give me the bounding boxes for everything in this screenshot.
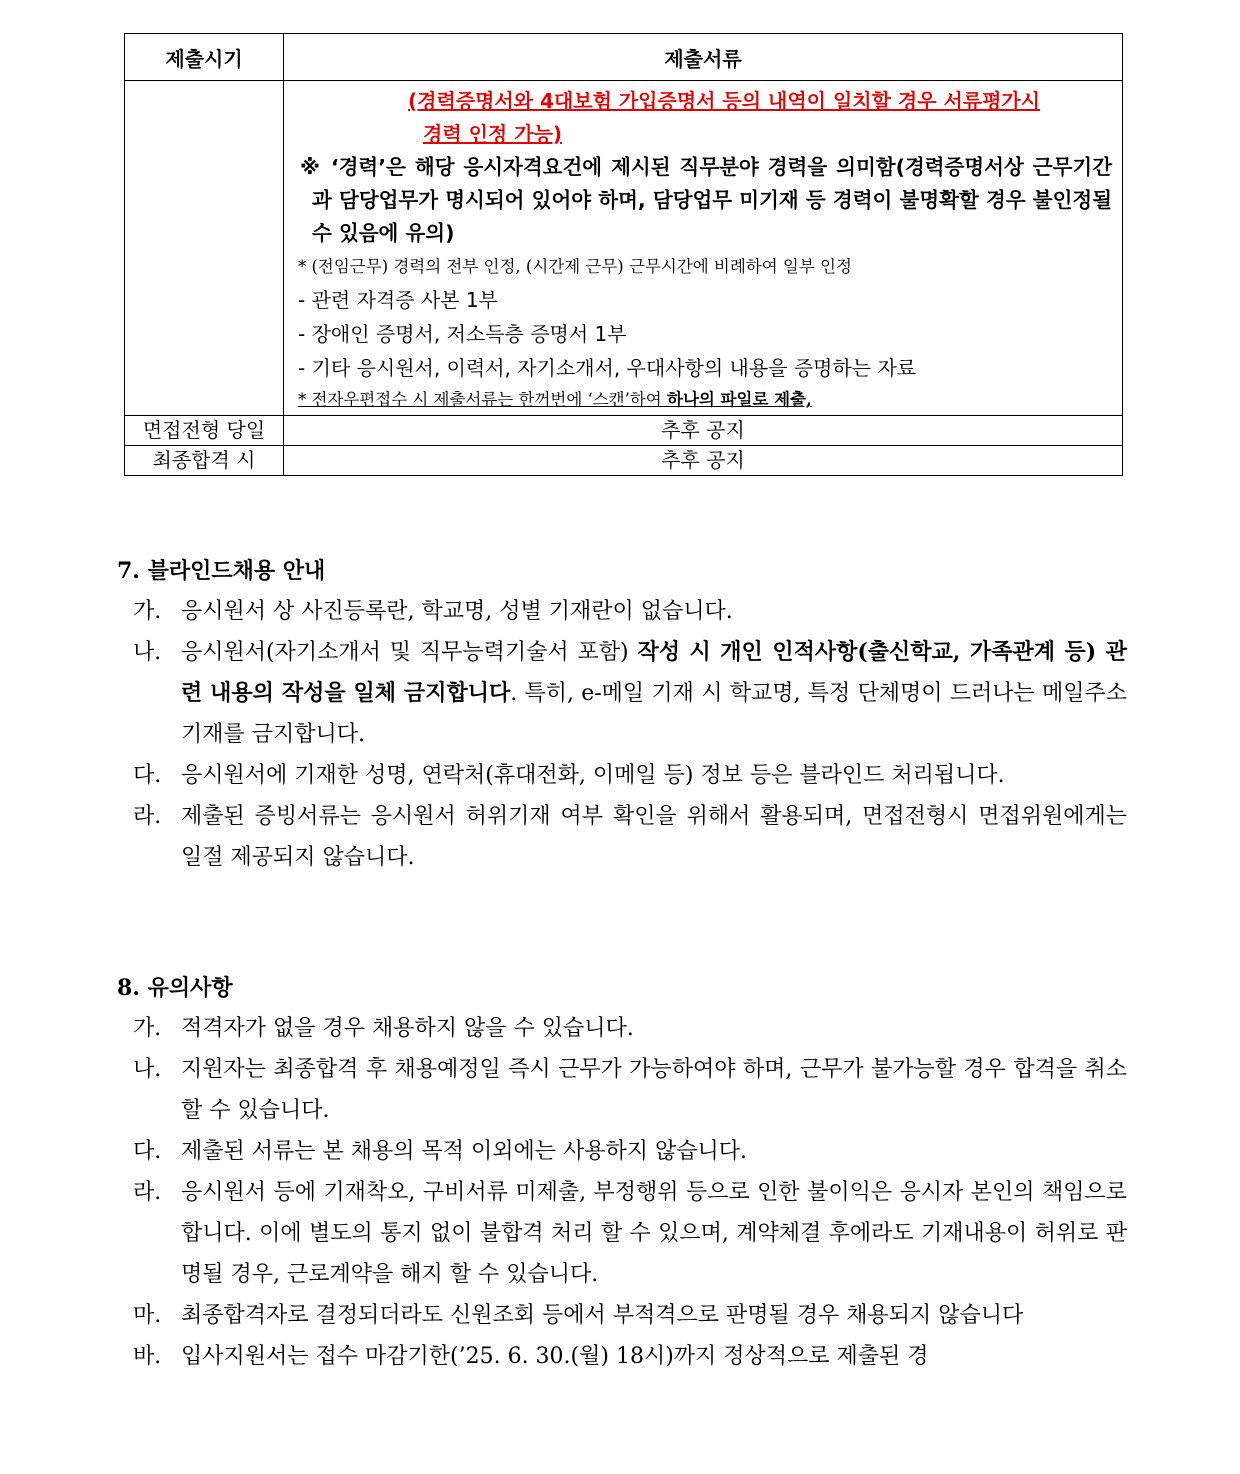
list-item [117, 796, 1127, 878]
item-marker: 가. [133, 1016, 162, 1041]
item-text-bold: 작성 시 개인 인적사항(출신학교, 가족관계 등) 관련 내용의 작성을 일체 금지합니다 [181, 639, 1127, 706]
item-text: 응시원서 등에 기재착오, 구비서류 미제출, 부정행위 등으로 인한 불이익은 응시자 본인의 책임으로 합니다. 이에 별도의 통지 없이 불합격 처리 할 수 있으며, 계약체결 후에라도 기재내용이 허위로 판명될 경우, 근로계약을 해지 할 수 있습니다. [181, 1180, 1127, 1287]
item-marker: 라. [133, 1180, 162, 1205]
career-definition-text: ※ ‘경력’은 해당 응시자격요건에 제시된 직무분야 경력을 의미함(경력증명서상 근무기간과 담당업무가 명시되어 있어야 하며, 담당업무 미기재 등 경력이 불명확할 경우 불인정될 수 있음에 유의) [300, 155, 1112, 245]
list-item [117, 755, 1127, 796]
list-item: - 관련 자격증 사본 1부 [298, 288, 498, 312]
item-text: 응시원서 상 사진등록란, 학교명, 성별 기재란이 없습니다. [181, 599, 733, 624]
table-header-row [125, 34, 1123, 81]
item-text: 응시원서에 기재한 성명, 연락처(휴대전화, 이메일 등) 정보 등은 블라인드 처리됩니다. [181, 763, 1005, 788]
email-submission-bold: 하나의 파일로 제출, [667, 390, 812, 409]
header-submission-docs: 제출서류 [284, 34, 1123, 81]
table-row [125, 81, 1123, 416]
section-blind-hiring [117, 551, 1127, 878]
item-text: 제출된 서류는 본 채용의 목적 이외에는 사용하지 않습니다. [181, 1139, 747, 1164]
section-title: 7. 블라인드채용 안내 [117, 558, 326, 584]
career-recognition-note [198, 85, 1112, 151]
table-row [125, 446, 1123, 476]
item-text: 지원자는 최종합격 후 채용예정일 즉시 근무가 가능하여야 하며, 근무가 불가능할 경우 합격을 취소할 수 있습니다. [181, 1057, 1127, 1123]
item-marker: 라. [133, 804, 162, 829]
list-item [117, 1295, 1127, 1336]
item-marker: 나. [133, 640, 162, 665]
item-text: . 특히, e-메일 기재 시 학교명, 특정 단체명이 드러나는 메일주소 기재를 금지합니다. [181, 681, 1127, 747]
list-item [117, 632, 1127, 755]
item-text: 응시원서(자기소개서 및 직무능력기술서 포함) [181, 640, 638, 665]
item-marker: 다. [133, 763, 162, 788]
list-item [117, 591, 1127, 632]
list-item [117, 1008, 1127, 1049]
documents-content-cell [284, 81, 1123, 416]
item-text: 최종합격자로 결정되더라도 신원조회 등에서 부적격으로 판명될 경우 채용되지 않습니다 [181, 1303, 1024, 1328]
career-definition-note [292, 151, 1112, 250]
row-docs: 추후 공지 [284, 416, 1123, 446]
item-marker: 나. [133, 1057, 162, 1082]
career-partial-note: * (전임근무) 경력의 전부 인정, (시간제 근무) 근무시간에 비례하여 일부 인정 [298, 257, 852, 276]
row-docs: 추후 공지 [284, 446, 1123, 476]
header-submission-time: 제출시기 [125, 34, 284, 81]
section-precautions [117, 968, 1127, 1377]
career-recognition-line1: (경력증명서와 4대보험 가입증명서 등의 내역이 일치할 경우 서류평가시 [408, 89, 1041, 113]
item-marker: 가. [133, 599, 162, 624]
list-item [117, 1172, 1127, 1295]
item-marker: 다. [133, 1139, 162, 1164]
career-recognition-line2: 경력 인정 가능) [423, 122, 562, 146]
item-marker: 마. [133, 1303, 162, 1328]
row-time: 최종합격 시 [125, 446, 284, 476]
list-item: - 기타 응시원서, 이력서, 자기소개서, 우대사항의 내용을 증명하는 자료 [298, 356, 917, 380]
row-time: 면접전형 당일 [125, 416, 284, 446]
item-text: 입사지원서는 접수 마감기한(’25. 6. 30.(월) 18시)까지 정상적으로 제출된 경 [181, 1344, 929, 1369]
table-row [125, 416, 1123, 446]
email-submission-plain: * 전자우편접수 시 제출서류는 한꺼번에 ‘스캔’하여 [298, 390, 667, 409]
list-item [117, 1049, 1127, 1131]
list-item [117, 1131, 1127, 1172]
email-submission-note [298, 385, 1112, 415]
list-item [117, 1336, 1127, 1377]
submission-documents-table [124, 33, 1123, 476]
item-marker: 바. [133, 1344, 162, 1369]
item-text: 제출된 증빙서류는 응시원서 허위기재 여부 확인을 위해서 활용되며, 면접전형시 면접위원에게는 일절 제공되지 않습니다. [181, 804, 1127, 870]
list-item: - 장애인 증명서, 저소득층 증명서 1부 [298, 322, 627, 346]
item-text: 적격자가 없을 경우 채용하지 않을 수 있습니다. [181, 1016, 634, 1041]
section-title: 8. 유의사항 [117, 975, 233, 1001]
